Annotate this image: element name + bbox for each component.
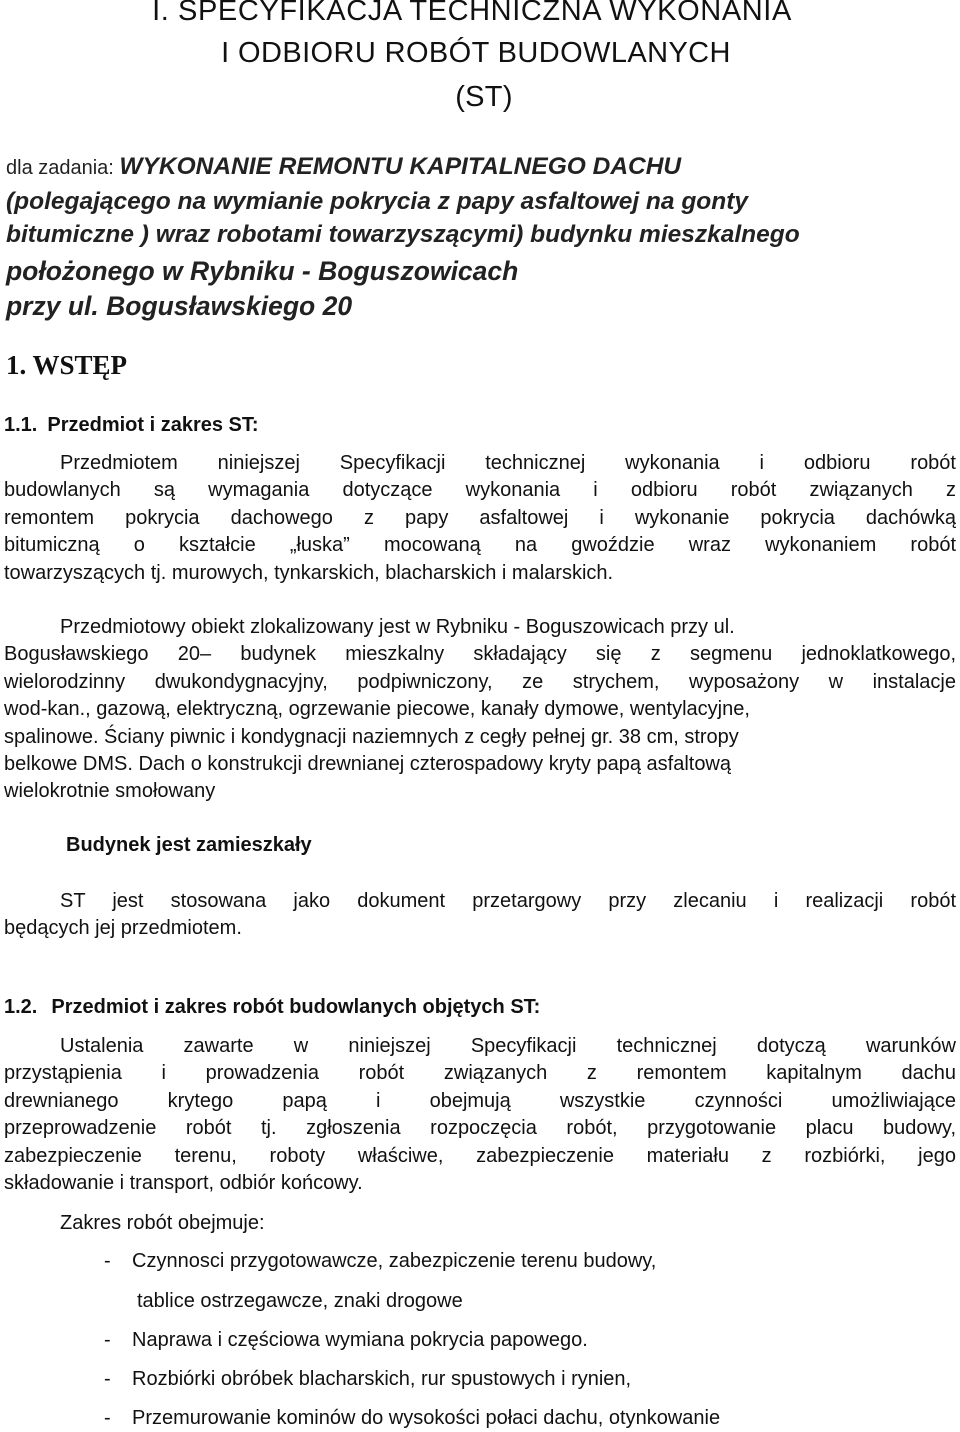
task-title-line-3: bitumiczne ) wraz robotami towarzyszącymi) budynku mieszkalnego	[6, 221, 800, 248]
paragraph-line: wielokrotnie smołowany	[4, 780, 216, 803]
paragraph-line: będących jej przedmiotem.	[4, 917, 242, 940]
subsection-heading-1-2	[4, 994, 540, 1020]
paragraph-line: wielorodzinny dwukondygnacyjny, podpiwniczony, ze strychem, wyposażony w instalacje	[4, 670, 956, 693]
paragraph-line: remontem pokrycia dachowego z papy asfaltowej i wykonanie pokrycia dachówką	[4, 506, 956, 529]
subsection-title: Przedmiot i zakres ST:	[47, 414, 259, 436]
list-item-continuation: tablice ostrzegawcze, znaki drogowe	[137, 1290, 463, 1312]
task-title-line-4: położonego w Rybniku - Boguszowicach	[6, 256, 519, 286]
list-item-text: Naprawa i częściowa wymiana pokrycia papowego.	[132, 1329, 588, 1351]
task-title-line-5: przy ul. Bogusławskiego 20	[6, 291, 353, 321]
subsection-title: Przedmiot i zakres robót budowlanych objętych ST:	[51, 996, 541, 1018]
list-item	[104, 1366, 631, 1392]
list-item	[104, 1327, 588, 1353]
paragraph-object-location	[4, 614, 956, 806]
list-bullet: -	[104, 1407, 111, 1429]
paragraph-line: zabezpieczenie terenu, roboty właściwe, zabezpieczenie materiału z rozbiórki, jego	[4, 1144, 956, 1167]
paragraph-line: Bogusławskiego 20– budynek mieszkalny składający się z segmenu jednoklatkowego,	[4, 643, 956, 666]
paragraph-line: Ustalenia zawarte w niniejszej Specyfikacji technicznej dotyczą warunków	[60, 1035, 956, 1057]
subsection-heading-1-1	[4, 412, 259, 438]
task-description	[6, 150, 960, 324]
paragraph-works-scope	[4, 1033, 956, 1197]
list-bullet: -	[104, 1368, 111, 1390]
paragraph-line: przeprowadzenie robót tj. zgłoszenia rozpoczęcia robót, przygotowanie placu budowy,	[4, 1117, 956, 1140]
paragraph-line: Przedmiotowy obiekt zlokalizowany jest w Rybniku - Boguszowicach przy ul.	[60, 616, 735, 638]
list-bullet: -	[104, 1329, 111, 1351]
document-title-line-1: I. SPECYFIKACJA TECHNICZNA WYKONANIA	[152, 0, 792, 27]
paragraph-line: składowanie i transport, odbiór końcowy.	[4, 1172, 363, 1195]
task-label: dla zadania:	[6, 157, 120, 179]
subsection-number: 1.1.	[4, 414, 38, 436]
paragraph-line: belkowe DMS. Dach o konstrukcji drewnianej czterospadowy kryty papą asfaltową	[4, 753, 732, 776]
paragraph-st-usage	[4, 888, 956, 943]
scope-label: Zakres robót obejmuje:	[60, 1212, 265, 1234]
list-item-text: Przemurowanie kominów do wysokości połaci dachu, otynkowanie	[132, 1407, 721, 1429]
paragraph-line: bitumiczną o kształcie „łuska” mocowaną na gwoździe wraz wykonaniem robót	[4, 534, 956, 557]
paragraph-line: spalinowe. Ściany piwnic i kondygnacji naziemnych z cegły pełnej gr. 38 cm, stropy	[4, 725, 739, 748]
paragraph-line: wod-kan., gazową, elektryczną, ogrzewanie piecowe, kanały dymowe, wentylacyjne,	[4, 698, 750, 721]
subsection-number: 1.2.	[4, 996, 38, 1018]
task-title-line-1: WYKONANIE REMONTU KAPITALNEGO DACHU	[119, 153, 682, 180]
list-item	[104, 1248, 656, 1274]
section-heading-wstep: 1. WSTĘP	[6, 350, 128, 380]
occupancy-note: Budynek jest zamieszkały	[66, 834, 312, 856]
paragraph-line: budowlanych są wymagania dotyczące wykonania i odbioru robót związanych z	[4, 479, 956, 502]
paragraph-line: towarzyszących tj. murowych, tynkarskich, blacharskich i malarskich.	[4, 561, 614, 584]
paragraph-line: drewnianego krytego papą i obejmują wszystkie czynności umożliwiające	[4, 1089, 956, 1112]
list-bullet: -	[104, 1250, 111, 1272]
task-title-line-2: (polegającego na wymianie pokrycia z papy asfaltowej na gonty	[6, 188, 749, 215]
paragraph-line: Przedmiotem niniejszej Specyfikacji technicznej wykonania i odbioru robót	[60, 452, 956, 474]
paragraph-line: ST jest stosowana jako dokument przetargowy przy zlecaniu i realizacji robót	[60, 890, 956, 912]
list-item-text: Rozbiórki obróbek blacharskich, rur spustowych i rynien,	[132, 1368, 632, 1390]
paragraph-scope-intro	[4, 450, 956, 587]
paragraph-line: przystąpienia i prowadzenia robót związanych z remontem kapitalnym dachu	[4, 1062, 956, 1085]
document-title-line-2: I ODBIORU ROBÓT BUDOWLANYCH	[221, 37, 731, 69]
document-title-line-3: (ST)	[455, 81, 513, 113]
list-item	[104, 1405, 720, 1431]
list-item-text: Czynnosci przygotowawcze, zabezpiczenie terenu budowy,	[132, 1250, 657, 1272]
